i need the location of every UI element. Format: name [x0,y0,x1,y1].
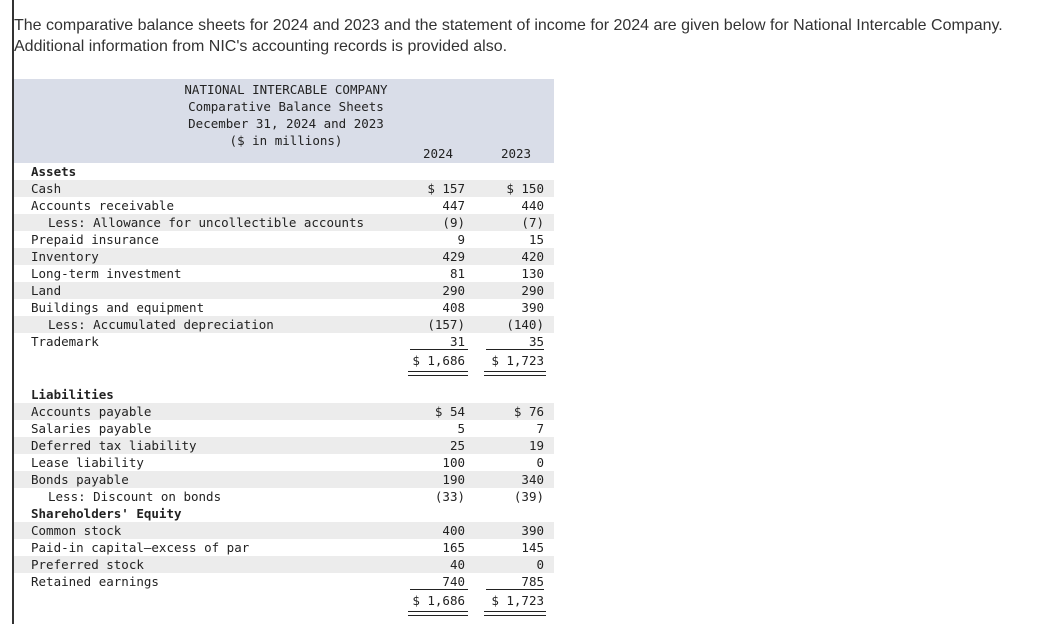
liabilities-heading-row [14,386,554,403]
row-label: Less: Allowance for uncollectible accounts [48,215,365,230]
table-row [14,265,554,282]
assets-total-2024: $ 1,686 [412,353,465,368]
row-label: Retained earnings [31,574,159,589]
double-underline-2023 [484,611,546,616]
value-2023: 290 [521,283,544,298]
value-2024: 429 [442,249,465,264]
value-2023: 440 [521,198,544,213]
table-row [14,299,554,316]
sheet-titles [176,81,396,149]
assets-total-row [14,350,554,372]
table-row [14,522,554,539]
value-2024: 31 [449,334,465,349]
row-label: Trademark [31,334,99,349]
value-2023: 7 [536,421,544,436]
assets-heading: Assets [31,164,77,179]
liabilities-heading: Liabilities [31,387,114,402]
table-row [14,231,554,248]
value-2023: 19 [528,438,544,453]
value-2024: 25 [449,438,465,453]
row-label: Prepaid insurance [31,232,159,247]
value-2024: $ 157 [427,181,465,196]
value-2023: 35 [528,334,544,349]
value-2023: 0 [536,557,544,572]
value-2023: 390 [521,300,544,315]
value-2024: 9 [457,232,465,247]
table-row [14,214,554,231]
value-2024: (33) [434,489,465,504]
table-row [14,316,554,333]
row-label: Preferred stock [31,557,144,572]
liabilities-equity-total-2024: $ 1,686 [412,593,465,608]
table-row [14,539,554,556]
row-label: Less: Discount on bonds [48,489,222,504]
row-label: Cash [31,181,62,196]
row-label: Long-term investment [31,266,182,281]
row-label: Salaries payable [31,421,152,436]
value-2024: (9) [442,215,465,230]
statement-units: ($ in millions) [229,133,343,148]
value-2024: 5 [457,421,465,436]
row-label: Accounts receivable [31,198,174,213]
table-row [14,437,554,454]
row-label: Accounts payable [31,404,152,419]
balance-sheet-header [14,79,554,163]
statement-title: Comparative Balance Sheets [188,99,384,114]
value-2023: $ 76 [513,404,544,419]
row-label: Inventory [31,249,99,264]
double-underline-2023 [484,371,546,376]
double-underline-2024 [408,371,468,376]
year-2023-header: 2023 [500,146,532,161]
double-underline-2024 [408,611,468,616]
equity-heading: Shareholders' Equity [31,506,182,521]
value-2024: (157) [427,317,465,332]
table-row [14,197,554,214]
value-2024: 40 [449,557,465,572]
table-row [14,420,554,437]
value-2024: $ 54 [434,404,465,419]
row-label: Bonds payable [31,472,129,487]
table-row [14,282,554,299]
value-2024: 190 [442,472,465,487]
value-2023: 420 [521,249,544,264]
equity-heading-row [14,505,554,522]
row-label: Common stock [31,523,122,538]
assets-total-2023: $ 1,723 [491,353,544,368]
value-2024: 447 [442,198,465,213]
row-label: Paid-in capital—excess of par [31,540,250,555]
row-label: Deferred tax liability [31,438,197,453]
value-2023: (39) [513,489,544,504]
year-2024-header: 2024 [422,146,454,161]
table-row [14,488,554,505]
value-2023: 340 [521,472,544,487]
value-2023: $ 150 [506,181,544,196]
row-label: Less: Accumulated depreciation [48,317,274,332]
value-2023: (7) [521,215,544,230]
value-2023: 785 [521,574,544,589]
value-2024: 100 [442,455,465,470]
value-2023: 0 [536,455,544,470]
value-2024: 81 [449,266,465,281]
statement-date: December 31, 2024 and 2023 [188,116,384,131]
table-row [14,471,554,488]
value-2023: 15 [528,232,544,247]
spacer [14,372,554,386]
value-2023: 390 [521,523,544,538]
table-row [14,248,554,265]
value-2024: 408 [442,300,465,315]
table-row [14,180,554,197]
value-2024: 290 [442,283,465,298]
balance-sheet [14,79,554,612]
table-row [14,556,554,573]
company-name: NATIONAL INTERCABLE COMPANY [184,82,388,97]
liabilities-equity-total-row [14,590,554,612]
value-2024: 740 [442,574,465,589]
table-row [14,333,554,350]
table-row [14,454,554,471]
table-row [14,403,554,420]
value-2024: 400 [442,523,465,538]
value-2023: (140) [506,317,544,332]
row-label: Buildings and equipment [31,300,205,315]
liabilities-equity-total-2023: $ 1,723 [491,593,544,608]
value-2023: 145 [521,540,544,555]
value-2023: 130 [521,266,544,281]
problem-intro: The comparative balance sheets for 2024 and 2023 and the statement of income for 2024 are given below for National Intercable Company. Additional information from NIC's accounting records is provided also. [14,17,1003,55]
table-row [14,573,554,590]
assets-heading-row [14,163,554,180]
value-2024: 165 [442,540,465,555]
row-label: Lease liability [31,455,144,470]
row-label: Land [31,283,62,298]
